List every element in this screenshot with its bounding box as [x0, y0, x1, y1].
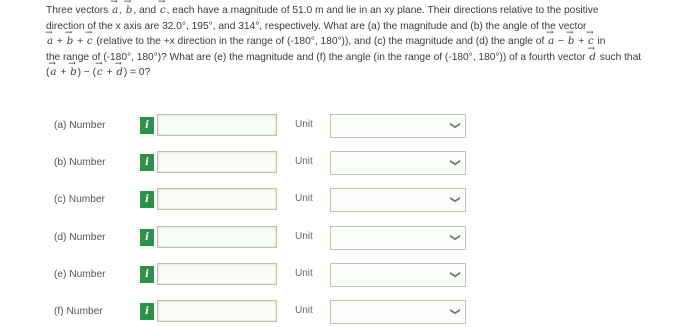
unit-label-b: Unit: [295, 156, 313, 167]
number-input-b[interactable]: [157, 151, 277, 173]
vector-d: → d: [115, 65, 124, 81]
unit-select-f[interactable]: [330, 300, 466, 324]
part-c-label: (c) Number: [54, 194, 105, 205]
problem-text: +: [74, 36, 86, 48]
answer-row-d: [0, 226, 700, 252]
number-input-c[interactable]: [157, 188, 277, 210]
problem-line-5: [46, 65, 696, 81]
problem-text: +: [54, 36, 66, 48]
part-d-label: (d) Number: [54, 232, 106, 243]
vector-c: → c: [96, 65, 104, 81]
problem-line-2: direction of the x axis are 32.0°, 195°, and 314°, respectively. What are (a) the magnitude and (b) the angle of the vector: [46, 20, 587, 32]
vector-a: → a: [547, 34, 555, 50]
chevron-down-icon: ❯: [449, 195, 461, 204]
chevron-down-icon: ❯: [449, 233, 461, 242]
info-icon[interactable]: i: [140, 154, 154, 171]
problem-line-1: [46, 3, 696, 19]
info-icon[interactable]: i: [140, 303, 154, 320]
number-input-a[interactable]: [157, 114, 277, 136]
problem-text: ,: [119, 5, 125, 16]
problem-text: ) − (: [77, 67, 97, 79]
vector-b: → b: [69, 65, 78, 81]
vector-a: → a: [49, 65, 57, 81]
part-b-label: (b) Number: [54, 157, 106, 168]
unit-label-e: Unit: [295, 268, 313, 279]
unit-select-c[interactable]: [330, 188, 466, 212]
vector-c: → c: [587, 34, 595, 50]
number-input-d[interactable]: [157, 226, 277, 248]
problem-line-4: [46, 50, 696, 66]
answer-row-f: [0, 300, 700, 326]
unit-select-d[interactable]: [330, 226, 466, 250]
part-f-label: (f) Number: [54, 306, 103, 317]
unit-label-c: Unit: [295, 193, 313, 204]
answer-row-a: [0, 114, 700, 140]
problem-text: , and: [133, 5, 159, 16]
problem-text: +: [57, 67, 70, 79]
part-a-label: (a) Number: [54, 120, 106, 131]
info-icon[interactable]: i: [140, 117, 154, 134]
problem-text: the range of (-180°, 180°)? What are (e) the magnitude and (f) the angle (in the range of (-180°, 180°)) of a fourth vector: [46, 51, 589, 63]
problem-text: , each have a magnitude of 51.0 m and lie in an xy plane. Their directions relative to the positive: [166, 5, 599, 16]
problem-text: in: [594, 36, 606, 48]
problem-text: ) = 0?: [123, 67, 151, 79]
number-input-e[interactable]: [157, 263, 277, 285]
vector-a: → a: [46, 34, 54, 50]
part-e-label: (e) Number: [54, 269, 106, 280]
vector-b: → b: [567, 34, 576, 50]
answer-row-e: [0, 263, 700, 289]
problem-text: (relative to the +x direction in the range of (-180°, 180°)), and (c) the magnitude and (d) the angle of: [93, 36, 548, 48]
chevron-down-icon: ❯: [449, 307, 461, 316]
answer-row-c: [0, 188, 700, 214]
answer-row-b: [0, 151, 700, 177]
problem-line-3: [46, 34, 696, 50]
vector-a: → a: [111, 3, 119, 19]
info-icon[interactable]: i: [140, 266, 154, 283]
vector-b: → b: [125, 3, 134, 19]
unit-select-b[interactable]: [330, 151, 466, 175]
problem-text: (: [46, 67, 50, 79]
vector-d: → d: [588, 50, 597, 66]
chevron-down-icon: ❯: [449, 158, 461, 167]
info-icon[interactable]: i: [140, 229, 154, 246]
unit-select-a[interactable]: [330, 114, 466, 138]
problem-text: +: [575, 36, 587, 48]
problem-text: +: [103, 67, 116, 79]
vector-c: → c: [86, 34, 94, 50]
number-input-f[interactable]: [157, 300, 277, 322]
unit-label-a: Unit: [295, 119, 313, 130]
chevron-down-icon: ❯: [449, 121, 461, 130]
chevron-down-icon: ❯: [449, 270, 461, 279]
unit-select-e[interactable]: [330, 263, 466, 287]
problem-text: such that: [596, 51, 642, 63]
unit-label-f: Unit: [295, 305, 313, 316]
vector-c: → c: [159, 3, 167, 19]
info-icon[interactable]: i: [140, 191, 154, 208]
unit-label-d: Unit: [295, 231, 313, 242]
problem-text: −: [555, 36, 567, 48]
vector-b: → b: [66, 34, 75, 50]
problem-statement: [46, 3, 696, 81]
problem-text: Three vectors: [46, 5, 112, 16]
